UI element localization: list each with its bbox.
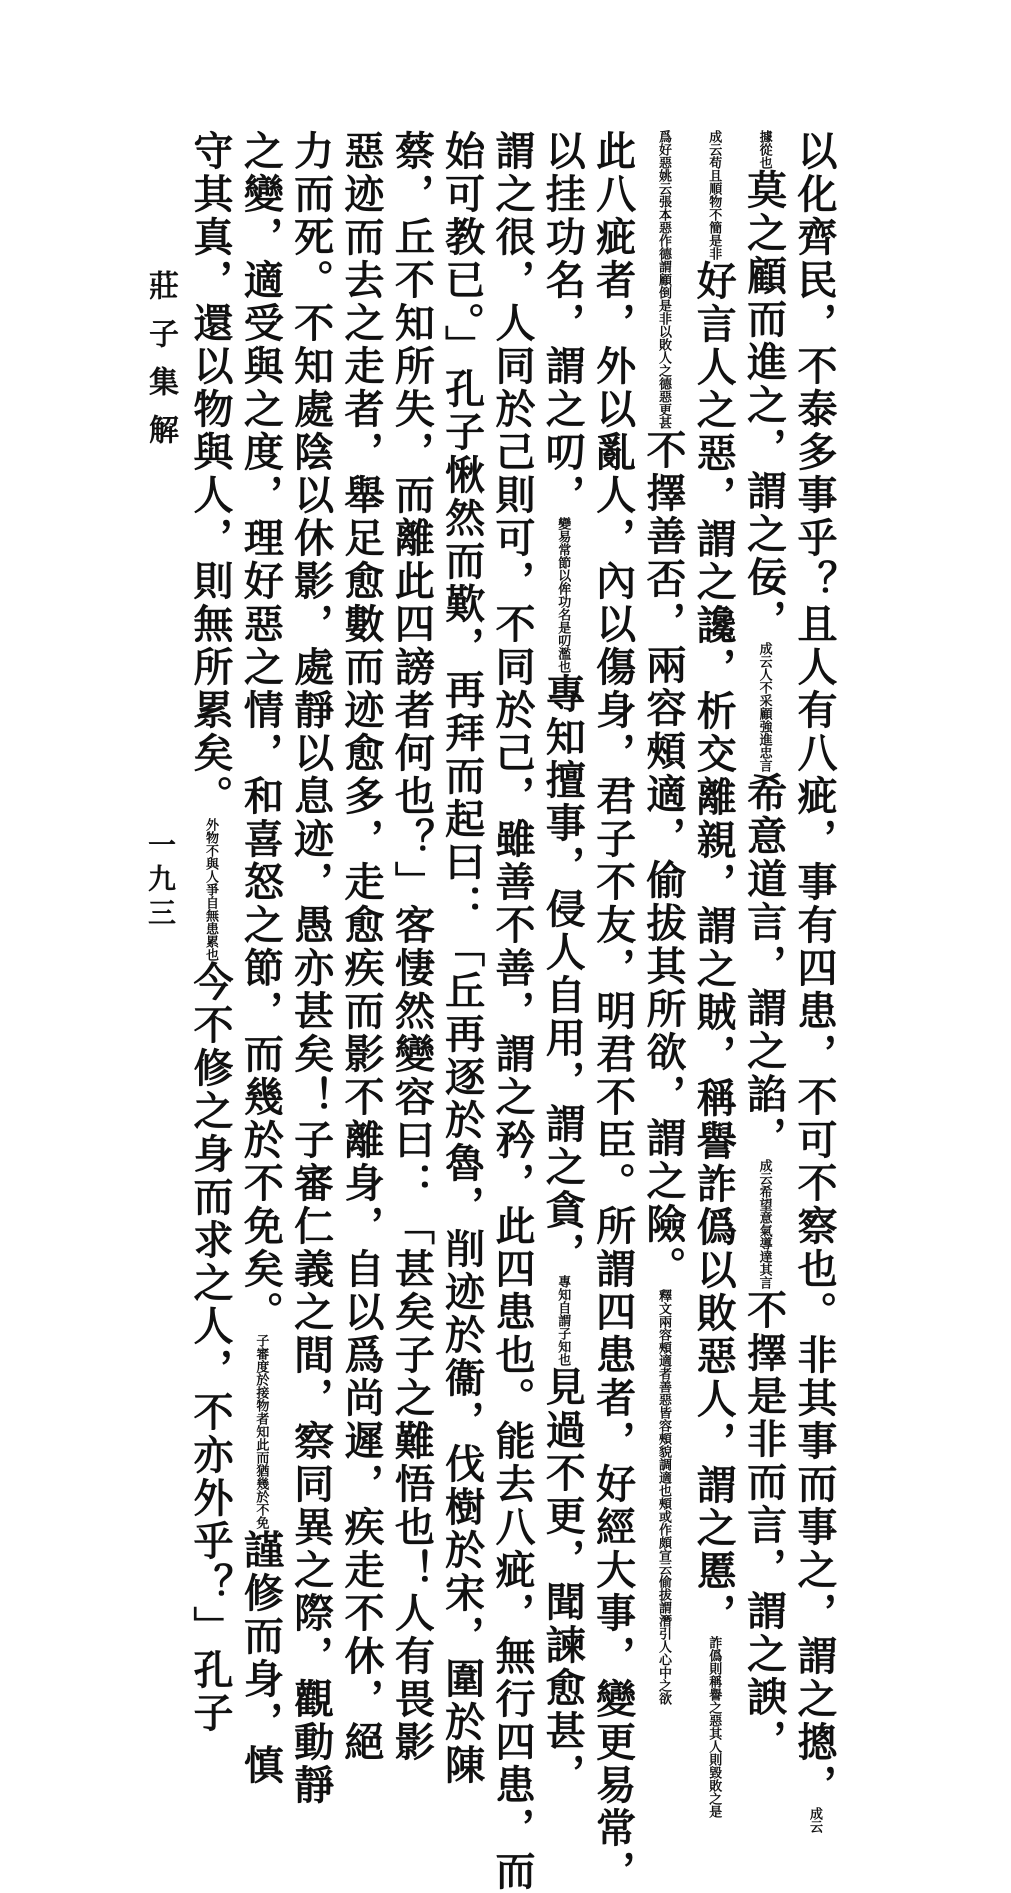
text-column-2 — [740, 130, 788, 1762]
text-column-6 — [538, 130, 587, 1796]
text-column-1 — [790, 130, 838, 1833]
main-text: 謹修而身，慎 — [237, 1529, 285, 1787]
commentary-note: 外物不與人爭自無患累也 — [203, 818, 218, 961]
main-text: 謂之很，人同於己則可，不同於己，雖善不善，謂之矜，此四患也。能去八疵，無行四患，而 — [488, 130, 536, 1893]
main-text: 蔡，丘不知所失，而離此四謗者何也？」客悽然變容曰：「甚矣子之難悟也！人有畏影 — [388, 130, 436, 1764]
main-text: 之變，適受與之度，理好惡之情，和喜怒之節，而幾於不免矣。 — [237, 130, 285, 1334]
text-column-12 — [236, 130, 285, 1787]
main-text: 今不修之身而求之人，不亦外乎？」孔子 — [187, 961, 234, 1735]
main-text: 力而死。不知處陰以休影，處靜以息迹，愚亦甚矣！子審仁義之間，察同異之際，觀動靜 — [287, 130, 335, 1807]
commentary-note: 詐僞則稱譽之惡其人則毀敗之是 — [706, 1636, 722, 1818]
commentary-note: 成云 — [806, 1807, 822, 1833]
text-column-8 — [438, 130, 486, 1787]
main-text: 專知擅事，侵人自用，謂之貪， — [539, 673, 587, 1275]
text-column-10 — [337, 130, 385, 1764]
main-text-block — [186, 130, 838, 1893]
commentary-note: 成云苟且順物不簡是非 — [706, 130, 722, 260]
text-column-13 — [186, 130, 234, 1735]
commentary-note: 變易常節以侔功名是叨濫也 — [555, 517, 571, 673]
main-text: 希意道言，謂之諂， — [740, 772, 788, 1159]
main-text: 好言人之惡，謂之讒，析交離親，謂之賊，稱譽詐僞以敗惡人，謂之慝， — [690, 260, 738, 1636]
main-text: 以挂功名，謂之叨， — [539, 130, 587, 517]
main-text: 見過不更，聞諫愈甚， — [539, 1366, 587, 1796]
text-column-4 — [639, 130, 687, 1705]
commentary-note: 子審度於接物者知此而猶幾於不免 — [253, 1334, 269, 1529]
main-text: 莫之顧而進之，謂之佞， — [740, 169, 788, 642]
main-text: 不擇是非而言，謂之諛， — [740, 1289, 788, 1762]
running-title: 莊子集解 — [143, 270, 178, 462]
text-column-9 — [387, 130, 436, 1764]
text-column-11 — [287, 130, 335, 1807]
main-text: 惡迹而去之走者，舉足愈數而迹愈多，走愈疾而影不離身，自以爲尚遲，疾走不休，絕 — [337, 130, 385, 1764]
commentary-note: 釋文兩容頰適者善惡皆容頰貌調適也頰或作頗宣云偷拔謂潛引人心中之欲 — [655, 1289, 671, 1705]
main-text: 以化齊民，不泰多事乎？且人有八疵，事有四患，不可不察也。非其事而事之，謂之摠， — [790, 130, 838, 1807]
commentary-note: 成云人不采顧強進忠言 — [756, 642, 772, 772]
commentary-note: 據從也 — [756, 130, 772, 169]
commentary-note: 專知自謂子知也 — [555, 1275, 571, 1366]
text-column-3 — [689, 130, 738, 1818]
text-column-5 — [589, 130, 637, 1893]
page-number: 一九三 — [144, 830, 177, 932]
commentary-note: 爲好惡姚云張本惡作德謂顧倒是非以敗人之德惡更甚 — [655, 130, 671, 429]
commentary-note: 成云希望意氣導達其言 — [756, 1159, 772, 1289]
main-text: 此八疵者，外以亂人，內以傷身，君子不友，明君不臣。所謂四患者，好經大事，變更易常， — [589, 130, 637, 1893]
main-text: 不擇善否，兩容頰適，偷拔其所欲，謂之險。 — [639, 429, 687, 1289]
main-text: 守其真，還以物與人，則無所累矣。 — [187, 130, 234, 818]
text-column-7 — [488, 130, 536, 1893]
main-text: 始可教已。」孔子愀然而歎，再拜而起曰：「丘再逐於魯，削迹於衞，伐樹於宋，圍於陳 — [438, 130, 486, 1787]
